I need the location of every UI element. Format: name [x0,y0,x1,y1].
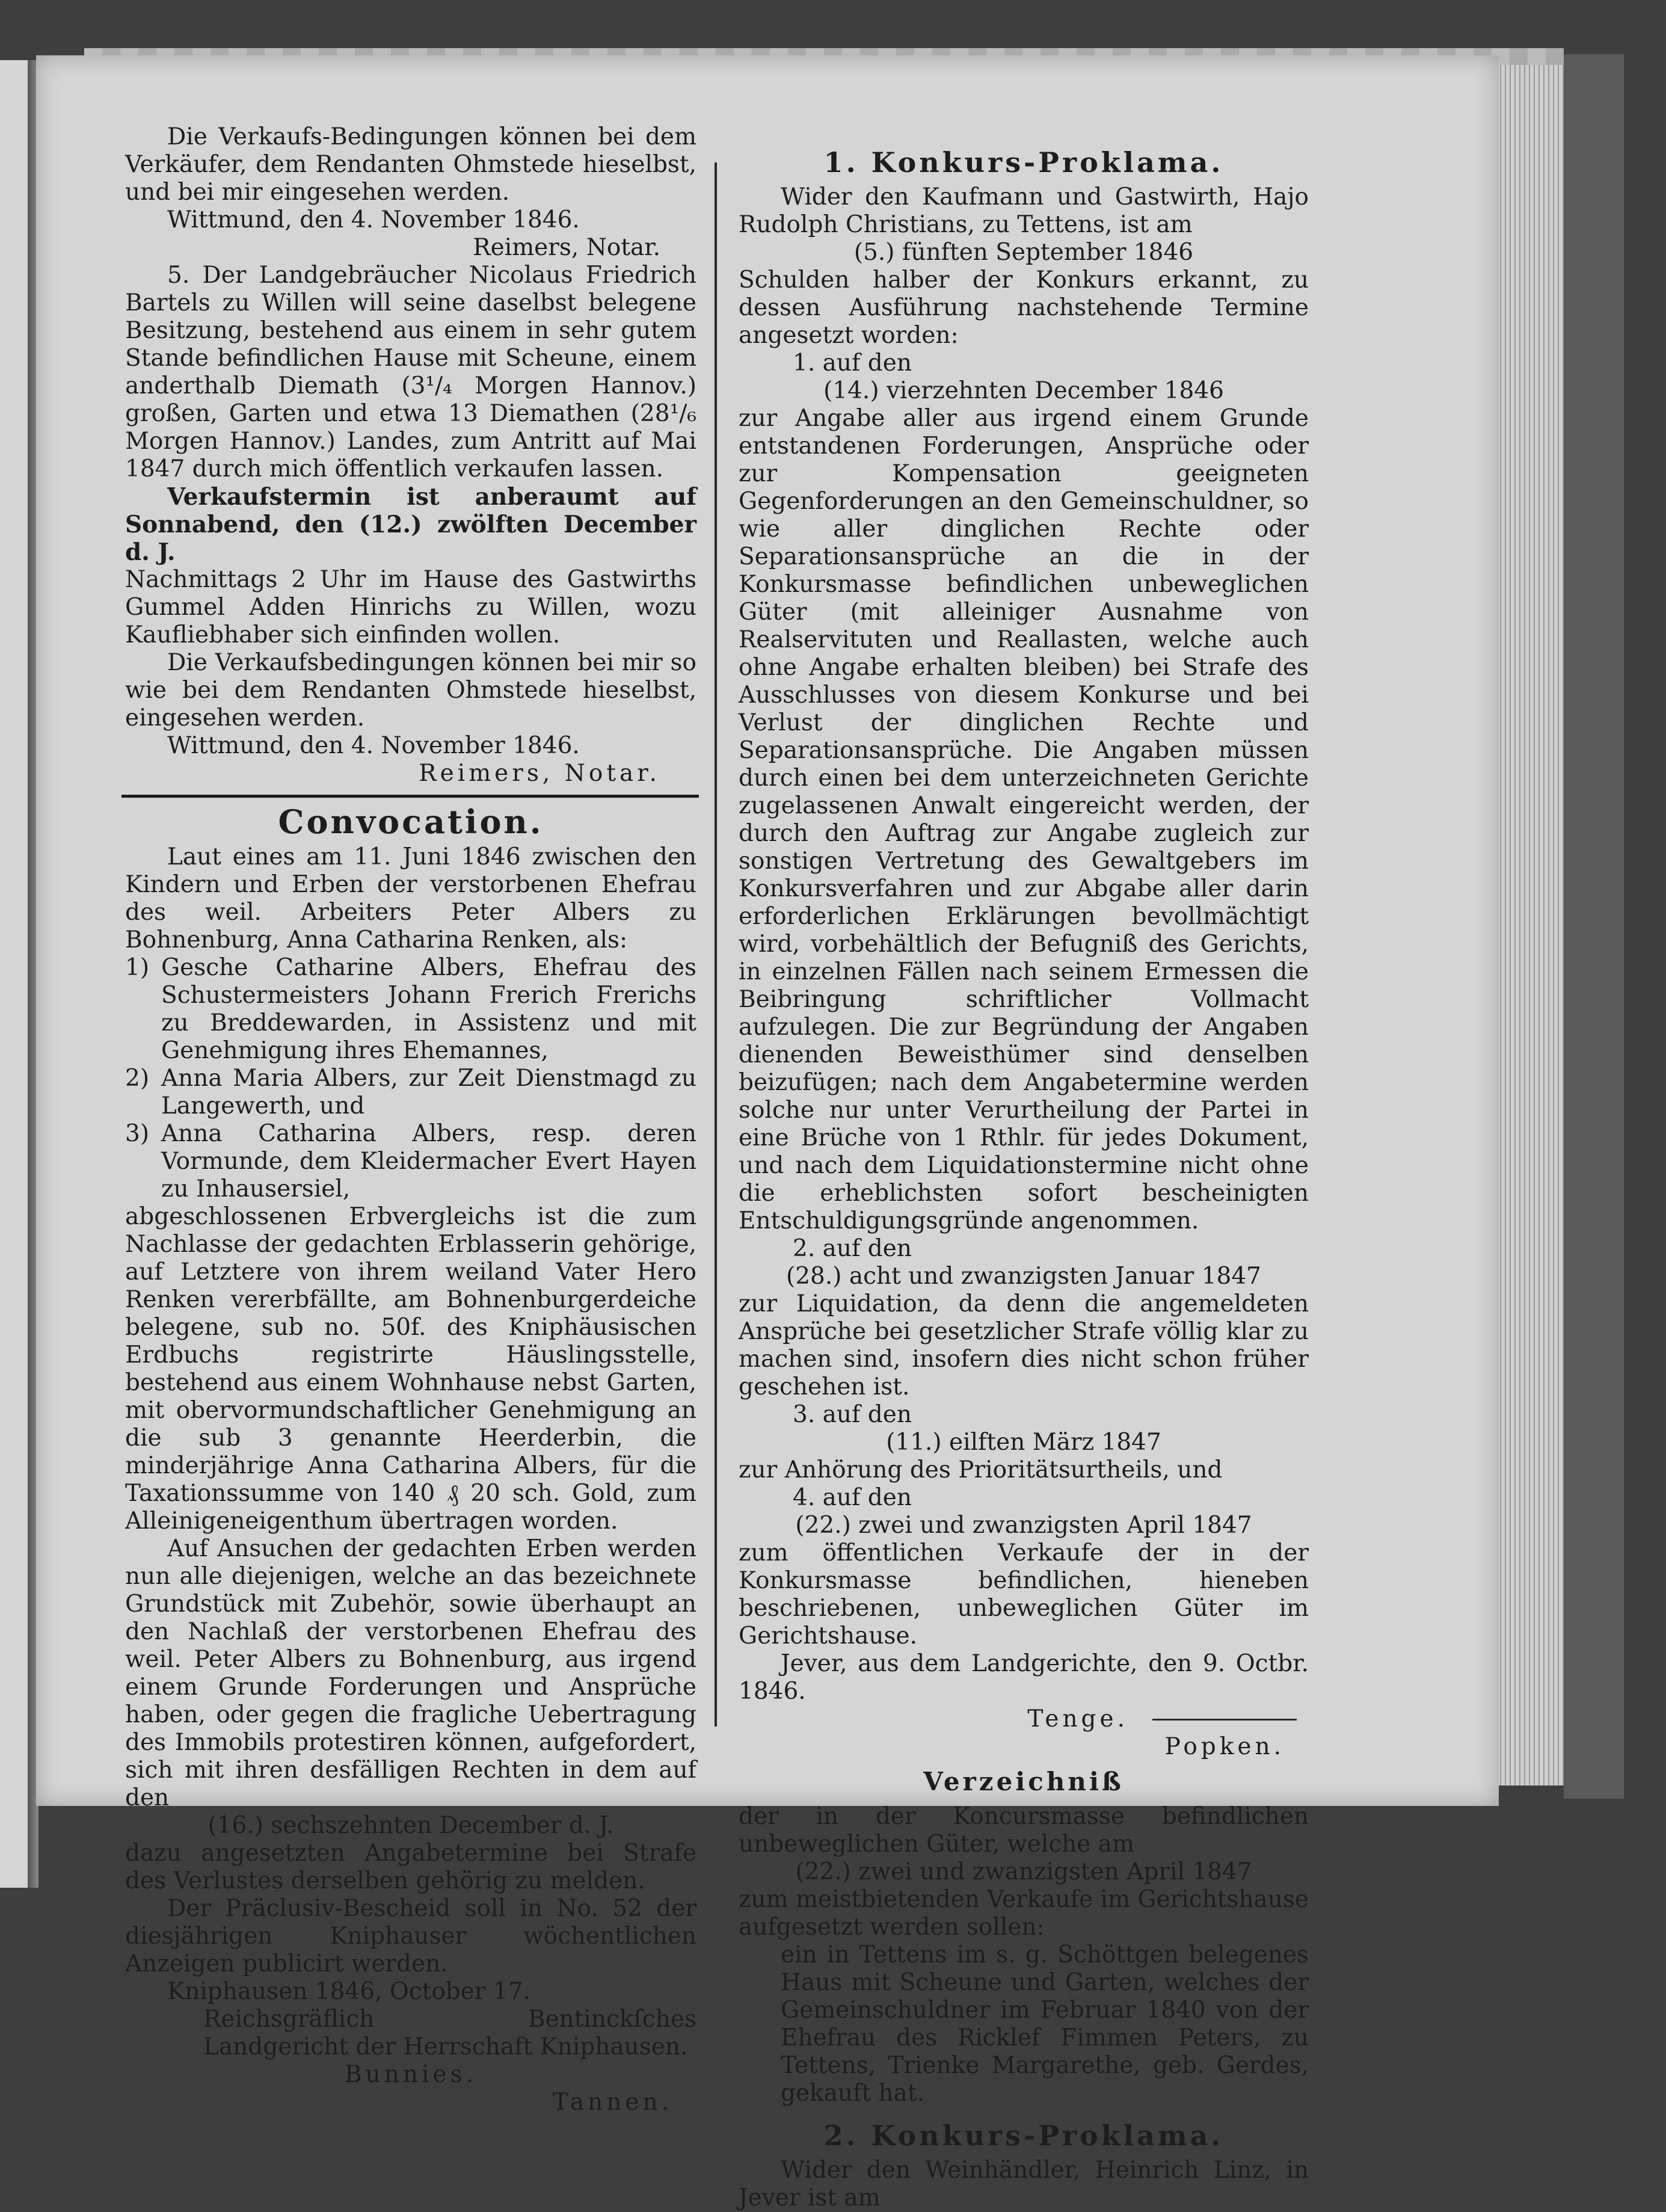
register-text: zum meistbietenden Verkaufe im Gerichtshause aufgesetzt werden sollen: [739,1886,1309,1941]
preclusive-notice: Der Präclusiv-Bescheid soll in No. 52 der diesjährigen Kniphauser wöchentlichen Anzeigen publicirt werden. [125,1895,696,1977]
date-line: (5.) fünften September 1846 [853,239,1194,266]
heir-item [125,1120,696,1203]
sale-term-time: Nachmittags 2 Uhr im Hause des Gastwirths Gummel Adden Hinrichs zu Willen, wozu Kaufliebhaber sich einfinden wollen. [125,566,696,649]
term-text: zur Angabe aller aus irgend einem Grunde entstandenen Forderungen, Ansprüche oder zur Kompensation geeigneten Gegenforderungen an den Gemeinschuldner, so wie aller dinglichen Rechte oder Separationsansprüche an die in der Konkursmasse befindlichen unbeweglichen Güter (mit alleiniger Ausnahme von Realservituten und Reallasten, welche auch ohne Angabe erhalten bleiben) bei Strafe des Ausschlusses von diesem Konkurse und bei Verlust der dinglichen Rechte und Separationsansprüche. Die Angaben müssen durch einen bei dem unterzeichneten Gerichte zugelassenen Anwalt eingereicht werden, der durch den Auftrag zur Angabe zugleich zur sonstigen Vertretung des Gewaltgebers im Konkursverfahren und zur Abgabe aller darin erforderlichen Erklärungen bevollmächtigt wird, vorbehältlich der Befugniß des Gerichts, in einzelnen Fällen nach seinem Ermessen die Beibringung schriftlicher Vollmacht aufzulegen. Die zur Begründung der Angaben dienenden Beweisthümer sind denselben beizufügen; nach dem Angabetermine werden solche nur unter Verurtheilung der Partei in eine Brüche von 1 Rthlr. für jedes Dokument, und nach dem Liquidationstermine nicht ohne die erheblichsten sofort bescheinigten Entschuldigungsgründe angenommen. [739,405,1309,1234]
right-column [739,141,1309,2212]
heir-number: 2) [125,1065,150,1092]
debtor-line: Wider den Weinhändler, Heinrich Linz, in Jever ist am [739,2157,1309,2211]
convocation-body: abgeschlossenen Erbvergleichs ist die zum Nachlasse der gedachten Erblasserin gehörige, auf Letztere von ihrem weiland Vater Hero Renken vererbfällte, am Bohnenburgerdeiche belegene, sub no. 50f. des Kniphäusischen Erdbuchs registrirte Häuslingsstelle, bestehend aus einem Wohnhause nebst Garten, mit obervormundschaftlicher Genehmigung an die sub 3 genannte Heerderbin, die minderjährige Anna Catharina Albers, für die Taxationssumme von 140 ₰ 20 sch. Gold, zum Alleinigeneigenthum übertragen worden. [125,1203,696,1535]
signature: Reimers, Notar. [419,760,660,787]
place-date: Jever, aus dem Landgerichte, den 9. Octbr. 1846. [739,1650,1309,1705]
term-text: zum öffentlichen Verkaufe der in der Konkursmasse befindlichen, hieneben beschriebenen, unbeweglichen Güter im Gerichtshause. [739,1539,1309,1650]
term-date: (11.) eilften März 1847 [886,1429,1161,1456]
page-edges [1492,65,1564,1785]
term-label: 1. auf den [793,350,912,377]
term-label: 4. auf den [793,1484,912,1511]
place-date: Wittmund, den 4. November 1846. [167,206,580,233]
heir-item [125,1065,696,1120]
notice-number: 5. [167,262,190,289]
section-rule [121,795,699,798]
sale-conditions-intro: Die Verkaufs-Bedingungen können bei dem Verkäufer, dem Rendanten Ohmstede hieselbst, und bei mir eingesehen werden. [125,123,696,206]
term-date: (14.) vierzehnten December 1846 [823,377,1224,404]
signature-block [739,1705,1309,1733]
register-item: ein in Tettens im s. g. Schöttgen belegenes Haus mit Scheune und Garten, welches der Gemeinschuldner im Februar 1840 von der Ehefrau des Ricklef Fimmen Peters, zu Tettens, Trienke Margarethe, geb. Gerdes, gekauft hat. [781,1941,1309,2107]
book-cover-edge [1564,54,1624,1799]
convocation-request: Auf Ansuchen der gedachten Erben werden nun alle diejenigen, welche an das bezeichnete Grundstück mit Zubehör, sowie überhaupt an den Nachlaß der verstorbenen Ehefrau des weil. Peter Albers zu Bohnenburg, aus irgend einem Grunde Forderungen und Ansprüche haben, oder gegen die fragliche Uebertragung des Immobils protestiren können, aufgefordert, sich mit ihren desfälligen Rechten in dem auf den [125,1535,696,1811]
convocation-title: Convocation. [278,803,544,841]
debtor-line: Wider den Kaufmann und Gastwirth, Hajo Rudolph Christians, zu Tettens, ist am [739,183,1309,238]
register-date: (22.) zwei und zwanzigsten April 1847 [795,1858,1252,1885]
heir-number: 3) [125,1120,150,1147]
term-date: (28.) acht und zwanzigsten Januar 1847 [786,1263,1261,1290]
left-column [125,123,696,2116]
convocation-date: (16.) sechszehnten December d. J. [207,1812,614,1839]
place-date: Kniphausen 1846, October 17. [167,1978,530,2005]
place-date: Wittmund, den 4. November 1846. [167,732,580,759]
term-label: 2. auf den [793,1235,912,1262]
register-title: Verzeichniß [923,1767,1124,1796]
term-text: zur Anhörung des Prioritätsurtheils, und [739,1456,1223,1483]
facing-page-edge [0,60,29,1888]
heir-number: 1) [125,954,150,981]
notice-text: Der Landgebräucher Nicolaus Friedrich Bartels zu Willen will seine daselbst belegene Besitzung, bestehend aus einem in sehr gutem Stande befindlichen Hause mit Scheune, einem anderthalb Diemath (3¹/₄ Morgen Hannov.) großen, Garten und etwa 13 Diemathen (28¹/₆ Morgen Hannov.) Landes, zum Antritt auf Mai 1847 durch mich öffentlich verkaufen lassen. [125,262,696,482]
signature-rule [1152,1719,1297,1721]
signature: Tenge. [1027,1705,1128,1733]
signature: Tannen. [552,2089,672,2116]
proclamation-title: 1. Konkurs-Proklama. [823,146,1224,179]
heir-text: Gesche Catharine Albers, Ehefrau des Schustermeisters Johann Frerich Frerichs zu Breddewarden, in Assistenz und mit Genehmigung ihres Ehemannes, [161,954,696,1064]
convocation-term: dazu angesetzten Angabetermine bei Strafe des Verlustes derselben gehörig zu melden. [125,1840,696,1894]
signature: Reimers, Notar. [473,234,660,261]
convocation-intro: Laut eines am 11. Juni 1846 zwischen den Kindern und Erben der verstorbenen Ehefrau des weil. Arbeiters Peter Albers zu Bohnenburg, Anna Catharina Renken, als: [125,843,696,954]
proclamation-title: 2. Konkurs-Proklama. [823,2119,1224,2152]
signature: Bunnies. [345,2061,477,2088]
sale-conditions: Die Verkaufsbedingungen können bei mir so wie bei dem Rendanten Ohmstede hieselbst, eingesehen werden. [125,649,696,732]
sale-term: Verkaufstermin ist anberaumt auf Sonnabend, den (12.) zwölften December d. J. [125,483,696,566]
term-date: (22.) zwei und zwanzigsten April 1847 [795,1512,1252,1539]
heir-text: Anna Maria Albers, zur Zeit Dienstmagd zu Langewerth, und [161,1065,696,1120]
term-text: zur Liquidation, da denn die angemeldeten Ansprüche bei gesetzlicher Strafe völlig klar zu machen sind, insofern dies nicht schon früher geschehen ist. [739,1290,1309,1400]
signature: Popken. [1164,1733,1285,1760]
column-divider [715,162,717,1727]
notice-5 [125,262,696,483]
declaration: Schulden halber der Konkurs erkannt, zu dessen Ausführung nachstehende Termine angesetzt worden: [739,266,1309,349]
court-name: Reichsgräflich Bentinckſches Landgericht der Herrschaft Kniphausen. [203,2006,696,2060]
heir-item [125,954,696,1065]
term-label: 3. auf den [793,1401,912,1428]
heir-text: Anna Catharina Albers, resp. deren Vormunde, dem Kleidermacher Evert Hayen zu Inhausersiel, [161,1120,696,1203]
register-intro: der in der Koncursmasse befindlichen unbeweglichen Güter, welche am [739,1803,1309,1858]
